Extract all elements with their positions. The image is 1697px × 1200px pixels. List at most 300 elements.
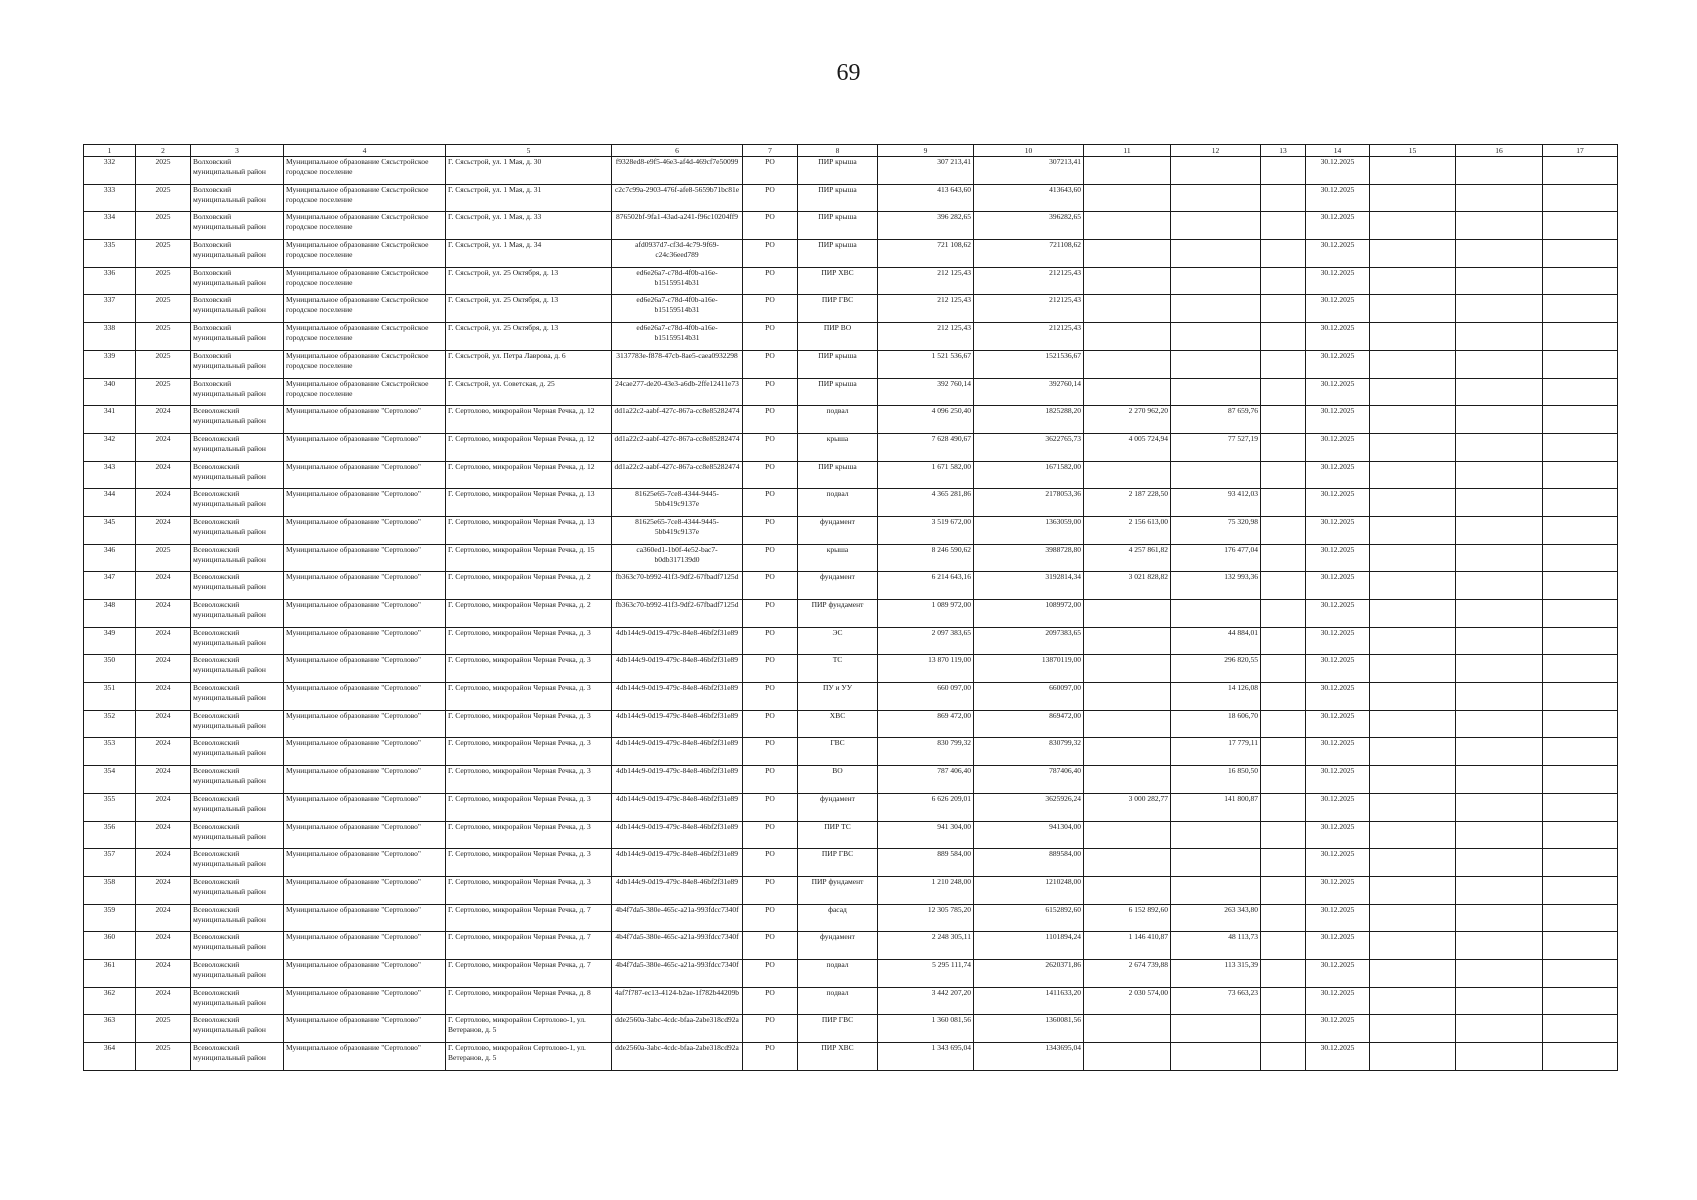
table-row (84, 406, 1618, 434)
table-row (84, 655, 1618, 683)
cell-cost-other (1084, 600, 1171, 628)
cell-district: Всеволожский муниципальный район (191, 1015, 284, 1043)
cell-total-cost: 787 406,40 (878, 766, 974, 794)
cell-total-cost: 392 760,14 (878, 378, 974, 406)
cell-col-17 (1543, 572, 1618, 600)
cell-program: РО (743, 461, 798, 489)
cell-col-15 (1370, 157, 1456, 185)
cell-program: РО (743, 600, 798, 628)
table-row (84, 433, 1618, 461)
column-header-9: 9 (878, 145, 974, 157)
cell-col-16 (1456, 433, 1543, 461)
cell-program: РО (743, 406, 798, 434)
cell-house-guid: 4db144c9-0d19-479c-84e8-46bf2f31e89 (612, 821, 743, 849)
cell-municipality: Муниципальное образование Сясьстройское городское поселение (284, 350, 446, 378)
cell-row-number: 361 (84, 959, 136, 987)
cell-total-cost: 13 870 119,00 (878, 655, 974, 683)
table-row (84, 240, 1618, 268)
cell-year: 2024 (136, 738, 191, 766)
cell-cost-other (1084, 627, 1171, 655)
cell-col-13 (1261, 932, 1306, 960)
cell-work-type: ПИР крыша (798, 212, 878, 240)
cell-district: Всеволожский муниципальный район (191, 987, 284, 1015)
cell-program: РО (743, 987, 798, 1015)
cell-cost-control: 16 850,50 (1171, 766, 1261, 794)
cell-col-17 (1543, 157, 1618, 185)
cell-address: Г. Сертолово, микрорайон Черная Речка, д. 12 (446, 406, 612, 434)
table-row (84, 323, 1618, 351)
cell-total-cost: 8 246 590,62 (878, 544, 974, 572)
cell-house-guid: 4db144c9-0d19-479c-84e8-46bf2f31e89 (612, 710, 743, 738)
cell-cost-other: 3 021 828,82 (1084, 572, 1171, 600)
cell-address: Г. Сертолово, микрорайон Черная Речка, д. 2 (446, 600, 612, 628)
cell-deadline: 30.12.2025 (1306, 904, 1370, 932)
cell-col-13 (1261, 323, 1306, 351)
cell-deadline: 30.12.2025 (1306, 572, 1370, 600)
cell-cost-other (1084, 212, 1171, 240)
cell-col-13 (1261, 461, 1306, 489)
cell-row-number: 339 (84, 350, 136, 378)
cell-address: Г. Сертолово, микрорайон Черная Речка, д. 3 (446, 766, 612, 794)
cell-total-cost: 1 210 248,00 (878, 876, 974, 904)
cell-col-13 (1261, 295, 1306, 323)
cell-row-number: 342 (84, 433, 136, 461)
table-row (84, 793, 1618, 821)
cell-deadline: 30.12.2025 (1306, 516, 1370, 544)
cell-program: РО (743, 489, 798, 517)
cell-col-17 (1543, 295, 1618, 323)
cell-cost-control: 18 606,70 (1171, 710, 1261, 738)
cell-work-type: ПИР ХВС (798, 267, 878, 295)
cell-house-guid: 3137783e-f878-47cb-8ae5-caea0932298 (612, 350, 743, 378)
cell-col-17 (1543, 683, 1618, 711)
cell-deadline: 30.12.2025 (1306, 433, 1370, 461)
cell-col-15 (1370, 461, 1456, 489)
cell-district: Всеволожский муниципальный район (191, 544, 284, 572)
cell-municipality: Муниципальное образование "Сертолово" (284, 600, 446, 628)
cell-col-15 (1370, 821, 1456, 849)
cell-total-cost: 1 343 695,04 (878, 1043, 974, 1071)
cell-cost-other: 2 270 962,20 (1084, 406, 1171, 434)
table-row (84, 378, 1618, 406)
cell-district: Всеволожский муниципальный район (191, 461, 284, 489)
cell-cost-other (1084, 378, 1171, 406)
table-row (84, 600, 1618, 628)
table-row (84, 544, 1618, 572)
cell-year: 2024 (136, 406, 191, 434)
cell-col-13 (1261, 600, 1306, 628)
register-table (83, 144, 1618, 1071)
cell-cost-other: 4 005 724,94 (1084, 433, 1171, 461)
cell-col-16 (1456, 849, 1543, 877)
cell-row-number: 351 (84, 683, 136, 711)
cell-district: Всеволожский муниципальный район (191, 600, 284, 628)
cell-district: Всеволожский муниципальный район (191, 904, 284, 932)
cell-address: Г. Сясьстрой, ул. 25 Октября, д. 13 (446, 267, 612, 295)
cell-col-17 (1543, 212, 1618, 240)
cell-deadline: 30.12.2025 (1306, 240, 1370, 268)
cell-row-number: 346 (84, 544, 136, 572)
cell-col-16 (1456, 876, 1543, 904)
cell-col-13 (1261, 655, 1306, 683)
cell-deadline: 30.12.2025 (1306, 1043, 1370, 1071)
cell-work-type: фундамент (798, 793, 878, 821)
cell-cost-control (1171, 323, 1261, 351)
cell-col-13 (1261, 793, 1306, 821)
cell-year: 2025 (136, 1015, 191, 1043)
cell-deadline: 30.12.2025 (1306, 793, 1370, 821)
cell-row-number: 333 (84, 184, 136, 212)
cell-municipality: Муниципальное образование Сясьстройское городское поселение (284, 378, 446, 406)
cell-house-guid: dd1a22c2-aabf-427c-867a-cc8e85282474 (612, 461, 743, 489)
cell-municipality: Муниципальное образование "Сертолово" (284, 1015, 446, 1043)
cell-municipality: Муниципальное образование "Сертолово" (284, 738, 446, 766)
column-header-11: 11 (1084, 145, 1171, 157)
table-row (84, 1015, 1618, 1043)
table-row (84, 849, 1618, 877)
cell-municipality: Муниципальное образование Сясьстройское городское поселение (284, 212, 446, 240)
cell-col-16 (1456, 461, 1543, 489)
column-header-13: 13 (1261, 145, 1306, 157)
cell-row-number: 337 (84, 295, 136, 323)
cell-col-15 (1370, 876, 1456, 904)
cell-col-17 (1543, 959, 1618, 987)
cell-row-number: 348 (84, 600, 136, 628)
cell-deadline: 30.12.2025 (1306, 821, 1370, 849)
cell-col-15 (1370, 738, 1456, 766)
cell-district: Всеволожский муниципальный район (191, 433, 284, 461)
cell-cost-other: 1 146 410,87 (1084, 932, 1171, 960)
cell-district: Волховский муниципальный район (191, 184, 284, 212)
cell-col-16 (1456, 323, 1543, 351)
cell-house-guid: 4db144c9-0d19-479c-84e8-46bf2f31e89 (612, 738, 743, 766)
cell-col-15 (1370, 572, 1456, 600)
cell-program: РО (743, 516, 798, 544)
cell-house-guid: 876502bf-9fa1-43ad-a241-f96c10204ff9 (612, 212, 743, 240)
cell-col-16 (1456, 987, 1543, 1015)
cell-col-13 (1261, 350, 1306, 378)
cell-cost-other (1084, 710, 1171, 738)
cell-cost-control (1171, 461, 1261, 489)
cell-house-guid: 4af7f787-ec13-4124-b2ae-1f782b44209b (612, 987, 743, 1015)
cell-work-type: фундамент (798, 932, 878, 960)
cell-work-type: подвал (798, 489, 878, 517)
cell-col-16 (1456, 821, 1543, 849)
cell-cost-control: 113 315,39 (1171, 959, 1261, 987)
cell-work-type: ПУ и УУ (798, 683, 878, 711)
column-header-7: 7 (743, 145, 798, 157)
cell-district: Всеволожский муниципальный район (191, 793, 284, 821)
cell-address: Г. Сертолово, микрорайон Черная Речка, д. 3 (446, 876, 612, 904)
cell-col-15 (1370, 987, 1456, 1015)
cell-col-15 (1370, 240, 1456, 268)
cell-municipality: Муниципальное образование "Сертолово" (284, 793, 446, 821)
cell-municipality: Муниципальное образование "Сертолово" (284, 932, 446, 960)
cell-col-16 (1456, 793, 1543, 821)
cell-col-17 (1543, 323, 1618, 351)
cell-municipality: Муниципальное образование "Сертолово" (284, 544, 446, 572)
cell-house-guid: 4b4f7da5-380e-465c-a21a-993fdcc7340f (612, 932, 743, 960)
cell-cost-other: 2 187 228,50 (1084, 489, 1171, 517)
cell-cost-fund: 3192814,34 (974, 572, 1084, 600)
cell-total-cost: 396 282,65 (878, 212, 974, 240)
cell-col-13 (1261, 904, 1306, 932)
table-row (84, 516, 1618, 544)
cell-cost-control (1171, 240, 1261, 268)
cell-row-number: 358 (84, 876, 136, 904)
cell-deadline: 30.12.2025 (1306, 600, 1370, 628)
cell-municipality: Муниципальное образование "Сертолово" (284, 766, 446, 794)
cell-house-guid: 4db144c9-0d19-479c-84e8-46bf2f31e89 (612, 766, 743, 794)
cell-row-number: 355 (84, 793, 136, 821)
cell-total-cost: 830 799,32 (878, 738, 974, 766)
cell-row-number: 338 (84, 323, 136, 351)
cell-total-cost: 3 442 207,20 (878, 987, 974, 1015)
cell-cost-control: 132 993,36 (1171, 572, 1261, 600)
table-row (84, 461, 1618, 489)
cell-col-17 (1543, 766, 1618, 794)
cell-col-17 (1543, 627, 1618, 655)
cell-cost-control: 93 412,03 (1171, 489, 1261, 517)
cell-col-16 (1456, 959, 1543, 987)
cell-col-15 (1370, 710, 1456, 738)
column-header-14: 14 (1306, 145, 1370, 157)
cell-col-13 (1261, 849, 1306, 877)
cell-col-13 (1261, 544, 1306, 572)
cell-year: 2024 (136, 821, 191, 849)
cell-col-13 (1261, 240, 1306, 268)
cell-col-17 (1543, 406, 1618, 434)
cell-col-15 (1370, 295, 1456, 323)
cell-cost-fund: 1210248,00 (974, 876, 1084, 904)
cell-col-15 (1370, 766, 1456, 794)
cell-col-17 (1543, 655, 1618, 683)
cell-program: РО (743, 876, 798, 904)
cell-address: Г. Сясьстрой, ул. Петра Лаврова, д. 6 (446, 350, 612, 378)
cell-address: Г. Сертолово, микрорайон Сертолово-1, ул. Ветеранов, д. 5 (446, 1043, 612, 1071)
cell-col-13 (1261, 738, 1306, 766)
cell-work-type: ПИР ТС (798, 821, 878, 849)
cell-year: 2025 (136, 184, 191, 212)
cell-address: Г. Сертолово, микрорайон Черная Речка, д. 3 (446, 849, 612, 877)
table-row (84, 267, 1618, 295)
table-row (84, 157, 1618, 185)
cell-year: 2024 (136, 710, 191, 738)
cell-total-cost: 869 472,00 (878, 710, 974, 738)
cell-year: 2024 (136, 433, 191, 461)
cell-program: РО (743, 157, 798, 185)
cell-cost-fund: 212125,43 (974, 323, 1084, 351)
cell-program: РО (743, 267, 798, 295)
cell-house-guid: dde2560a-3abc-4cdc-bfaa-2abe318cd92a (612, 1043, 743, 1071)
cell-house-guid: 24cae277-de20-43e3-a6db-2ffe12411e73 (612, 378, 743, 406)
cell-municipality: Муниципальное образование "Сертолово" (284, 876, 446, 904)
cell-municipality: Муниципальное образование Сясьстройское городское поселение (284, 323, 446, 351)
cell-work-type: подвал (798, 987, 878, 1015)
cell-cost-other: 4 257 861,82 (1084, 544, 1171, 572)
cell-col-15 (1370, 1015, 1456, 1043)
cell-district: Волховский муниципальный район (191, 267, 284, 295)
cell-col-17 (1543, 821, 1618, 849)
column-header-8: 8 (798, 145, 878, 157)
cell-house-guid: fb363c70-b992-41f3-9df2-67fbadf7125d (612, 600, 743, 628)
cell-house-guid: c2c7c99a-2903-476f-afe8-5659b71bc81e (612, 184, 743, 212)
cell-total-cost: 660 097,00 (878, 683, 974, 711)
cell-cost-fund: 3988728,80 (974, 544, 1084, 572)
cell-row-number: 343 (84, 461, 136, 489)
cell-col-13 (1261, 572, 1306, 600)
cell-col-17 (1543, 793, 1618, 821)
cell-total-cost: 2 097 383,65 (878, 627, 974, 655)
cell-program: РО (743, 655, 798, 683)
cell-cost-control: 176 477,04 (1171, 544, 1261, 572)
cell-address: Г. Сертолово, микрорайон Черная Речка, д. 3 (446, 738, 612, 766)
cell-col-17 (1543, 710, 1618, 738)
cell-cost-other (1084, 350, 1171, 378)
cell-cost-other: 2 674 739,88 (1084, 959, 1171, 987)
cell-program: РО (743, 1015, 798, 1043)
cell-col-13 (1261, 710, 1306, 738)
cell-program: РО (743, 433, 798, 461)
cell-district: Всеволожский муниципальный район (191, 766, 284, 794)
cell-col-17 (1543, 240, 1618, 268)
cell-cost-other: 6 152 892,60 (1084, 904, 1171, 932)
cell-municipality: Муниципальное образование "Сертолово" (284, 489, 446, 517)
cell-municipality: Муниципальное образование "Сертолово" (284, 904, 446, 932)
cell-cost-other (1084, 738, 1171, 766)
cell-address: Г. Сертолово, микрорайон Черная Речка, д. 7 (446, 904, 612, 932)
cell-address: Г. Сертолово, микрорайон Черная Речка, д. 13 (446, 489, 612, 517)
cell-address: Г. Сертолово, микрорайон Черная Речка, д. 7 (446, 932, 612, 960)
cell-cost-fund: 660097,00 (974, 683, 1084, 711)
cell-cost-fund: 3625926,24 (974, 793, 1084, 821)
cell-house-guid: dd1a22c2-aabf-427c-867a-cc8e85282474 (612, 406, 743, 434)
cell-cost-fund: 392760,14 (974, 378, 1084, 406)
cell-col-17 (1543, 516, 1618, 544)
cell-house-guid: 4db144c9-0d19-479c-84e8-46bf2f31e89 (612, 627, 743, 655)
cell-address: Г. Сертолово, микрорайон Черная Речка, д. 3 (446, 627, 612, 655)
cell-col-13 (1261, 959, 1306, 987)
cell-total-cost: 307 213,41 (878, 157, 974, 185)
cell-address: Г. Сертолово, микрорайон Черная Речка, д. 3 (446, 655, 612, 683)
cell-cost-fund: 13870119,00 (974, 655, 1084, 683)
cell-cost-fund: 869472,00 (974, 710, 1084, 738)
cell-col-13 (1261, 1043, 1306, 1071)
cell-work-type: ПИР фундамент (798, 600, 878, 628)
cell-cost-fund: 2620371,86 (974, 959, 1084, 987)
cell-year: 2025 (136, 157, 191, 185)
cell-house-guid: ed6e26a7-c78d-4f0b-a16e-b15159514b31 (612, 295, 743, 323)
cell-address: Г. Сертолово, микрорайон Черная Речка, д. 2 (446, 572, 612, 600)
cell-address: Г. Сясьстрой, ул. 1 Мая, д. 34 (446, 240, 612, 268)
cell-col-17 (1543, 184, 1618, 212)
cell-district: Всеволожский муниципальный район (191, 821, 284, 849)
cell-year: 2024 (136, 489, 191, 517)
cell-house-guid: f9328ed8-e9f5-46e3-af4d-469cf7e50099 (612, 157, 743, 185)
cell-year: 2025 (136, 1043, 191, 1071)
cell-house-guid: ca360ed1-1b0f-4e52-bac7-b0db317139d0 (612, 544, 743, 572)
cell-program: РО (743, 544, 798, 572)
cell-cost-fund: 1521536,67 (974, 350, 1084, 378)
cell-row-number: 335 (84, 240, 136, 268)
cell-address: Г. Сертолово, микрорайон Черная Речка, д. 8 (446, 987, 612, 1015)
cell-total-cost: 6 626 209,01 (878, 793, 974, 821)
cell-program: РО (743, 683, 798, 711)
cell-row-number: 332 (84, 157, 136, 185)
cell-cost-control (1171, 267, 1261, 295)
cell-col-16 (1456, 184, 1543, 212)
cell-year: 2024 (136, 600, 191, 628)
cell-col-17 (1543, 987, 1618, 1015)
cell-house-guid: 4db144c9-0d19-479c-84e8-46bf2f31e89 (612, 849, 743, 877)
cell-cost-other (1084, 766, 1171, 794)
cell-house-guid: dde2560a-3abc-4cdc-bfaa-2abe318cd92a (612, 1015, 743, 1043)
cell-cost-other (1084, 821, 1171, 849)
cell-address: Г. Сертолово, микрорайон Черная Речка, д. 15 (446, 544, 612, 572)
cell-col-15 (1370, 932, 1456, 960)
cell-cost-control (1171, 295, 1261, 323)
cell-deadline: 30.12.2025 (1306, 212, 1370, 240)
cell-year: 2025 (136, 544, 191, 572)
cell-work-type: ТС (798, 655, 878, 683)
cell-address: Г. Сертолово, микрорайон Черная Речка, д. 3 (446, 821, 612, 849)
table-row (84, 876, 1618, 904)
cell-deadline: 30.12.2025 (1306, 1015, 1370, 1043)
cell-col-13 (1261, 212, 1306, 240)
cell-house-guid: afd0937d7-cf3d-4c79-9f69-c24c36eed789 (612, 240, 743, 268)
cell-col-15 (1370, 406, 1456, 434)
cell-cost-other (1084, 1015, 1171, 1043)
cell-district: Всеволожский муниципальный район (191, 627, 284, 655)
cell-deadline: 30.12.2025 (1306, 350, 1370, 378)
cell-cost-fund: 6152892,60 (974, 904, 1084, 932)
cell-col-16 (1456, 295, 1543, 323)
cell-program: РО (743, 766, 798, 794)
cell-district: Всеволожский муниципальный район (191, 710, 284, 738)
cell-year: 2025 (136, 323, 191, 351)
cell-col-17 (1543, 904, 1618, 932)
cell-program: РО (743, 184, 798, 212)
cell-year: 2024 (136, 959, 191, 987)
cell-deadline: 30.12.2025 (1306, 406, 1370, 434)
cell-house-guid: 4b4f7da5-380e-465c-a21a-993fdcc7340f (612, 959, 743, 987)
cell-row-number: 356 (84, 821, 136, 849)
cell-work-type: ПИР ГВС (798, 295, 878, 323)
cell-col-17 (1543, 433, 1618, 461)
cell-col-15 (1370, 904, 1456, 932)
cell-house-guid: 81625e65-7ce8-4344-9445-5bb419c9137e (612, 489, 743, 517)
cell-col-13 (1261, 267, 1306, 295)
cell-deadline: 30.12.2025 (1306, 461, 1370, 489)
cell-col-15 (1370, 516, 1456, 544)
cell-col-16 (1456, 1043, 1543, 1071)
cell-year: 2024 (136, 987, 191, 1015)
cell-municipality: Муниципальное образование "Сертолово" (284, 655, 446, 683)
cell-col-16 (1456, 1015, 1543, 1043)
cell-work-type: ХВС (798, 710, 878, 738)
cell-col-15 (1370, 433, 1456, 461)
cell-cost-other (1084, 461, 1171, 489)
cell-year: 2025 (136, 350, 191, 378)
cell-deadline: 30.12.2025 (1306, 959, 1370, 987)
cell-work-type: фасад (798, 904, 878, 932)
cell-cost-control: 48 113,73 (1171, 932, 1261, 960)
cell-deadline: 30.12.2025 (1306, 323, 1370, 351)
cell-total-cost: 7 628 490,67 (878, 433, 974, 461)
cell-deadline: 30.12.2025 (1306, 157, 1370, 185)
cell-cost-other: 2 156 613,00 (1084, 516, 1171, 544)
cell-work-type: фундамент (798, 572, 878, 600)
